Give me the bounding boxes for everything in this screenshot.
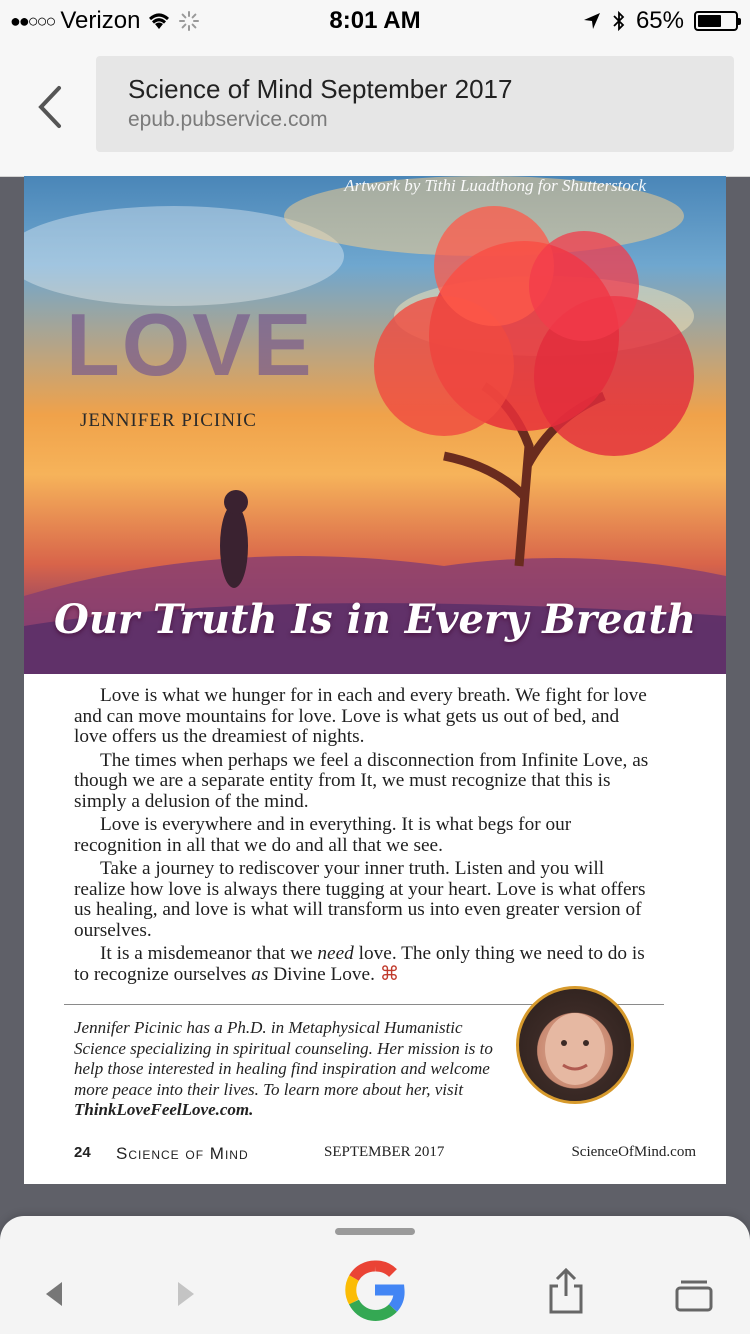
carrier-label: Verizon [60, 7, 141, 34]
nav-forward-button[interactable] [164, 1274, 204, 1314]
article-body [74, 686, 654, 988]
paragraph: The times when perhaps we feel a disconnection from Infinite Love, as though we are a separate entity from It, we must recognize that this is simply a delusion of the mind. [74, 749, 649, 812]
page-host: epub.pubservice.com [128, 108, 328, 131]
browser-header [0, 42, 750, 177]
battery-percent: 65% [635, 7, 684, 34]
tabs-icon [672, 1274, 716, 1314]
issue-date: SEPTEMBER 2017 [324, 1144, 445, 1160]
google-button[interactable] [343, 1258, 407, 1322]
paragraph-last: It is a misdemeanor that we need love. The only thing we need to do is to recognize ourselves as Divine Love. ⌘ [74, 943, 645, 985]
location-arrow-icon [582, 11, 602, 31]
signal-icon: ●●○○○ [10, 10, 55, 31]
back-button[interactable] [26, 82, 76, 132]
nav-back-button[interactable] [36, 1274, 76, 1314]
paragraph: Love is everywhere and in everything. It is what begs for our recognition in all that we do and all that we see. [74, 814, 572, 856]
page-number: 24 [74, 1144, 91, 1161]
address-bar[interactable] [96, 56, 734, 152]
clock: 8:01 AM [329, 7, 421, 34]
website: ScienceOfMind.com [571, 1144, 696, 1160]
bio-link[interactable]: ThinkLoveFeelLove.com. [74, 1100, 254, 1119]
page-title: Science of Mind September 2017 [128, 74, 513, 104]
love-title: LOVE [66, 295, 314, 394]
triangle-left-icon [36, 1274, 76, 1314]
share-icon [544, 1266, 588, 1316]
avatar-face [519, 989, 631, 1101]
paragraph: Take a journey to rediscover your inner truth. Listen and you will realize how love is always there tugging at your heart. Love is what offers us healing, and love is what will transform us into even greater version of ourselves. [74, 858, 646, 941]
triangle-right-icon [164, 1274, 204, 1314]
tabs-button[interactable] [672, 1274, 716, 1314]
bottom-toolbar [0, 1216, 750, 1334]
magazine-page[interactable] [24, 176, 726, 1184]
google-g-icon [343, 1258, 407, 1322]
magazine-name: Science of Mind [116, 1144, 249, 1163]
status-bar [0, 0, 750, 42]
bluetooth-icon [612, 9, 626, 33]
battery-icon [694, 11, 738, 31]
share-button[interactable] [544, 1266, 588, 1316]
author-name: JENNIFER PICINIC [80, 410, 257, 431]
chevron-left-icon [26, 82, 76, 132]
paragraph: Love is what we hunger for in each and every breath. We fight for love and can move mountains for love. Love is what gets us out of bed, and love offers us the dreamiest of nights. [74, 685, 647, 747]
hero-artwork [24, 176, 726, 674]
artwork-credit: Artwork by Tithi Luadthong for Shutterstock [344, 176, 646, 195]
article-headline: Our Truth Is in Every Breath [53, 596, 696, 643]
author-photo [516, 986, 634, 1104]
end-mark-icon: ⌘ [379, 963, 400, 985]
battery-fill [698, 15, 721, 27]
page-footer [74, 1144, 696, 1168]
author-bio: Jennifer Picinic has a Ph.D. in Metaphysical Humanistic Science specializing in spiritual counseling. Her mission is to help those interested in healing find inspiration and welcome more peace into their lives. To learn more about her, visit ThinkLoveFeelLove.com. [74, 1018, 493, 1119]
drag-handle[interactable] [335, 1228, 415, 1235]
